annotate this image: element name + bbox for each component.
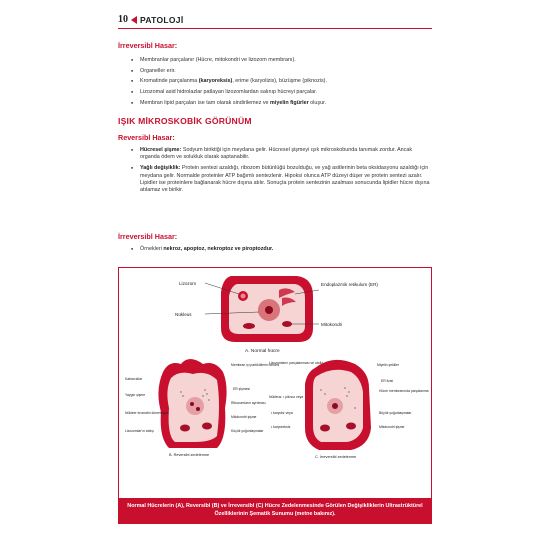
- label-b-left: Lizozomlar'ın atılışı: [125, 429, 154, 433]
- label-b-left: Kabarcıklar: [125, 377, 143, 381]
- label-b-right: Mitokondri şişme: [231, 415, 257, 419]
- label-c-right: Büyük yoğunlaşmalar: [379, 411, 412, 415]
- label-c-right: ER lizisi: [381, 379, 394, 383]
- label-c-left: Lizozomların parçalanması ve otoliz: [269, 361, 323, 365]
- irreversible-cell: [269, 360, 429, 459]
- list-item: ■ Membran lipid parçaları ise tam olarak sindirilemez ve miyelin figürler oluşur.: [131, 100, 431, 107]
- irreversible-heading-1: İrreversibl Hasar:: [118, 41, 178, 50]
- header-rule: [118, 28, 432, 29]
- irreversible-heading-2: İrreversibl Hasar:: [118, 232, 178, 241]
- page-header: [118, 14, 184, 25]
- list-item: ■ Yağlı değişiklik: Protein sentezi azaldığı, ribozom bütünlüğü bozulduğu, ve yağ asitlerinin beta oksidasyonu azaldığı için meydana gelir. Normalde proteinler ATP bağımlı sentezlenir. Hipoksi olunca ATP düzeyi düşer ve protein sentezi azalır. Lipidler ise proteinlere bağlanarak hücre dışına atılır. Sonuçta protein sentezinin azalması sonucunda lipidler hücre dışına atılamaz ve birikir.: [131, 165, 431, 195]
- label-mitochondria: Mitokondri: [321, 322, 343, 327]
- label-c-right: Mitokondri şişme: [379, 425, 405, 429]
- label-c-left: • karyoliz veya: [271, 411, 293, 415]
- section-title: IŞIK MİKROSKOBİK GÖRÜNÜM: [118, 116, 252, 126]
- label-b-right: Ribozomların ayrılması: [231, 401, 266, 405]
- normal-cell: [175, 276, 378, 354]
- label-c-left: Nükleus: • piknoz veya: [269, 395, 304, 399]
- label-nucleus: Nükleus: [175, 312, 192, 317]
- label-b-left: Nükleer kromatin kümeleşme: [125, 411, 169, 415]
- label-b-right: Küçük yoğunlaşmalar: [231, 429, 264, 433]
- list-item: ■ Örnekleri nekroz, apoptoz, nekroptoz ve piroptozdur.: [131, 246, 431, 253]
- irreversible-list-2: [131, 246, 431, 257]
- list-item: ■ Membranlar parçalanır (Hücre, mitokondri ve lizozom membranı).: [131, 57, 431, 64]
- label-c-right: Hücre membranında parçalanma: [379, 389, 429, 393]
- label-b-right: ER şişmesi: [233, 387, 250, 391]
- list-item: ■ Hücresel şişme: Sodyum birikti​ği için meydana gelir. Hücresel şişmeyi ışık mikroskobunda tanımak zordur. Ancak organda ödem ve solukluk olarak saptanabilir.: [131, 147, 431, 162]
- label-b-right: Membran içi partiküllerin birikimi: [231, 363, 280, 367]
- list-item: ■ Kromatinde parçalanma (karyoreksis), erime (karyolizis), büzüşme (piknozis).: [131, 78, 431, 85]
- figure-svg: [119, 268, 431, 498]
- label-b-left: Yaygın şişme: [125, 393, 146, 397]
- normal-cell-title: A. Normal hücre: [245, 349, 280, 354]
- figure-caption: Normal Hücrelerin (A), Reversibl (B) ve İrreversibl (C) Hücre Zedelenmesinde Görülen Değişikliklerin Ultrastrüktürel Özelliklerinin Şematik Sunumu (metne bakınız).: [118, 499, 432, 524]
- reversible-title: B. Reversibl zedelenme: [169, 453, 210, 457]
- page-number: 10: [118, 14, 128, 25]
- header-triangle-icon: [131, 16, 137, 24]
- list-item: ■ Organeller erir.: [131, 68, 431, 75]
- reversible-cell: [125, 359, 279, 457]
- chapter-title: PATOLOJİ: [140, 14, 184, 25]
- irreversible-title: C. İrreversibl zedelenme: [315, 455, 357, 459]
- nucleus-b: [186, 397, 204, 415]
- irreversible-list-1: [131, 57, 431, 111]
- list-item: ■ Lizozomal asid hidrolazlar patlayan lizozomlardan salınıp hücreyi parçalar.: [131, 89, 431, 96]
- cell-injury-figure: [118, 267, 432, 499]
- label-c-right: Miyelin şekiller: [377, 363, 400, 367]
- label-c-left: • karyoreksis: [271, 425, 291, 429]
- label-lizozom: Lizozom: [179, 281, 197, 286]
- reversible-heading: Reversibl Hasar:: [118, 133, 175, 142]
- reversible-list: [131, 147, 431, 198]
- label-er: Endoplazmik retikulum (ER): [321, 282, 378, 287]
